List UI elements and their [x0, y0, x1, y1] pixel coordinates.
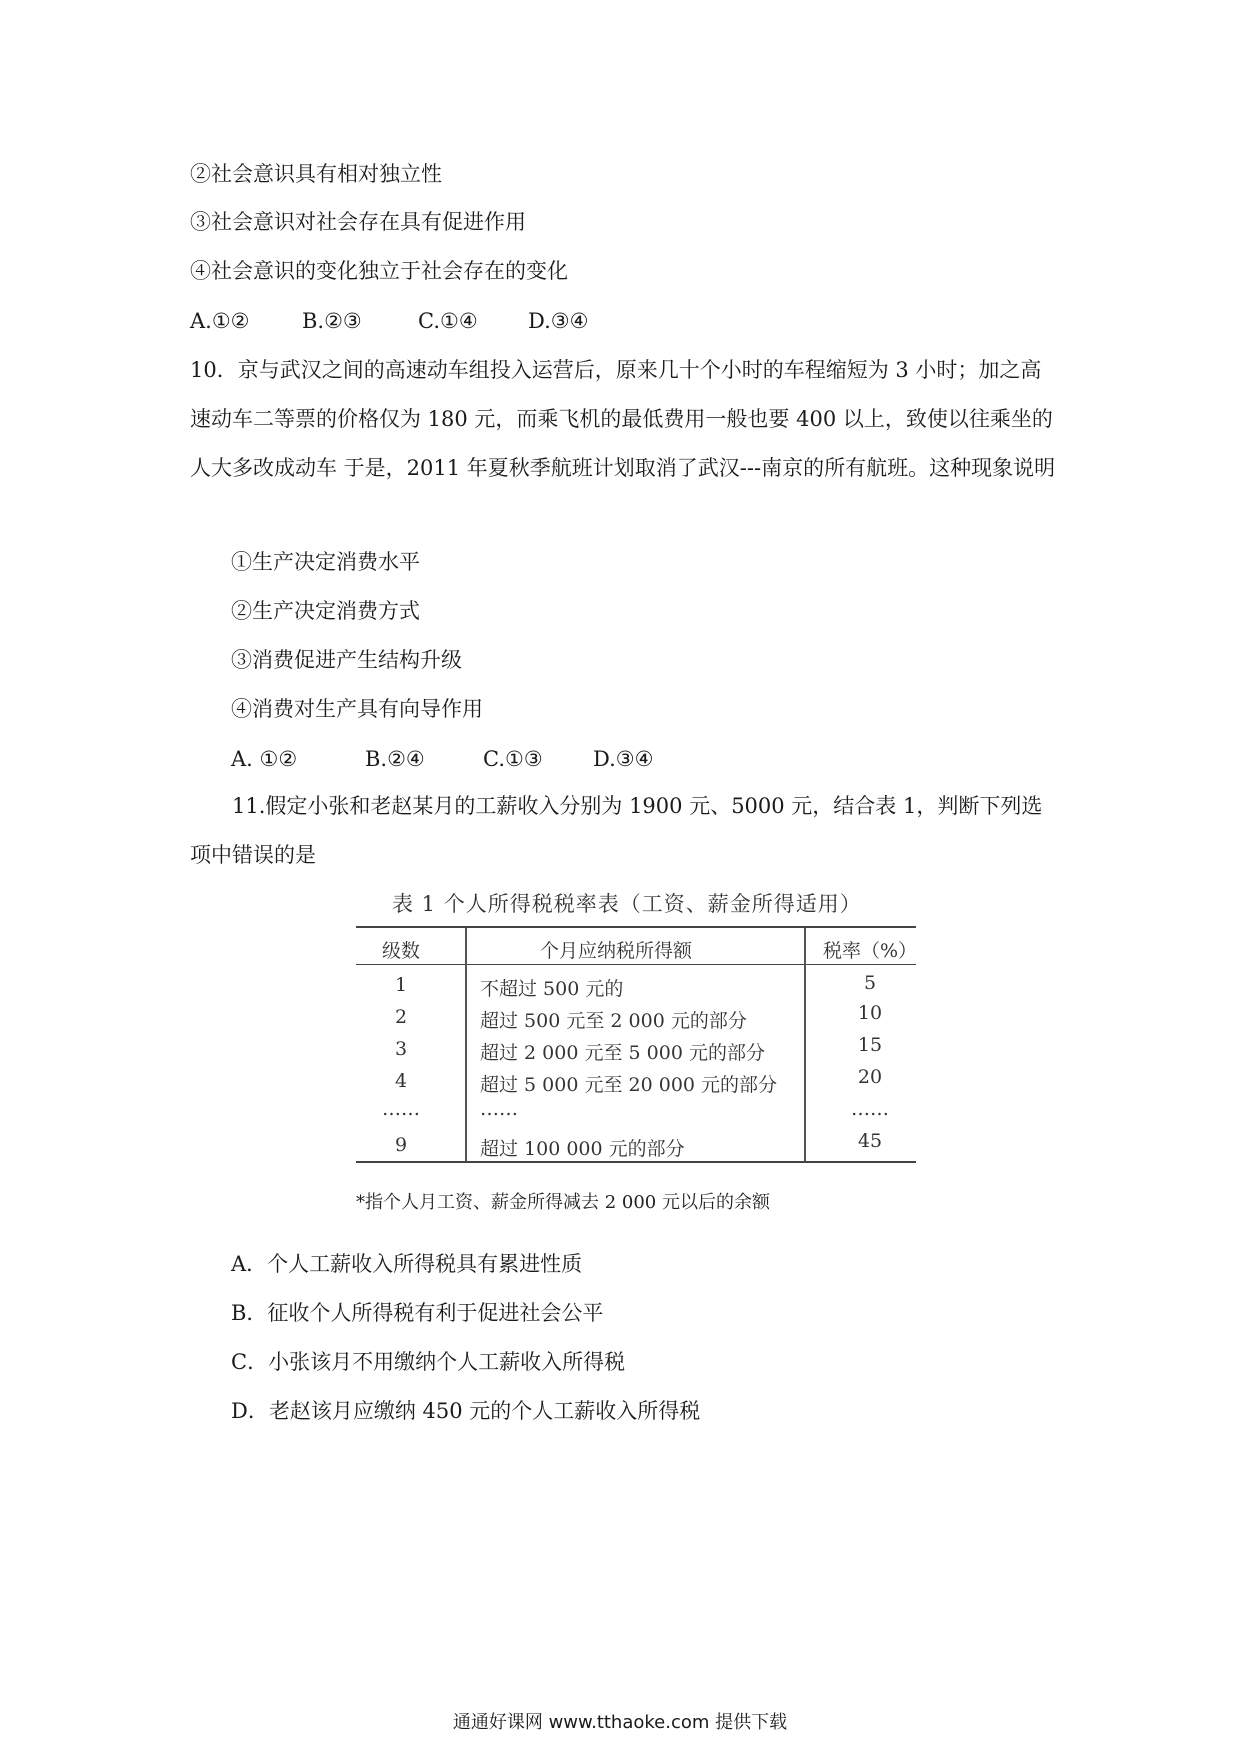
- table-cell: 9: [394, 1134, 408, 1156]
- q9-choice-b: B.②③: [302, 309, 362, 333]
- q11-stem: 11.假定小张和老赵某月的工薪收入分别为 1900 元、5000 元，结合表 1，判断下列选项中错误的是: [190, 794, 1043, 867]
- table-bottom-rule: [356, 1161, 916, 1163]
- q10-choice-a: A. ①②: [231, 747, 298, 771]
- table-cell: ……: [382, 1098, 420, 1120]
- q9-choice-c: C.①④: [418, 309, 478, 333]
- table-cell: 20: [857, 1066, 883, 1088]
- q10-option-2: ②生产决定消费方式: [231, 599, 420, 623]
- q10-option-4: ④消费对生产具有向导作用: [231, 697, 483, 721]
- table-cell: 超过 100 000 元的部分: [480, 1138, 685, 1160]
- q10-choices: [231, 747, 653, 771]
- q11-option-d: D．老赵该月应缴纳 450 元的个人工薪收入所得税: [231, 1399, 701, 1423]
- table-cell: 超过 5 000 元至 20 000 元的部分: [480, 1074, 778, 1096]
- q11-option-c: C．小张该月不用缴纳个人工薪收入所得税: [231, 1350, 626, 1374]
- table-header-level: 级数: [381, 940, 420, 962]
- table-top-rule: [356, 926, 916, 928]
- q11-option-b: B．征收个人所得税有利于促进社会公平: [231, 1301, 604, 1325]
- q10-stem: 10．京与武汉之间的高速动车组投入运营后，原来几十个小时的车程缩短为 3 小时；加之高速动车二等票的价格仅为 180 元，而乘飞机的最低费用一般也要 400 以上，致使以往乘坐的人大多改成动车 于是，2011 年夏秋季航班计划取消了武汉---南京的所有航班。这种现象说明: [190, 358, 1056, 480]
- q10-option-3: ③消费促进产生结构升级: [231, 648, 462, 672]
- table-header-rule: [356, 964, 916, 965]
- table-cell: 45: [857, 1130, 883, 1152]
- table-cell: 10: [857, 1002, 883, 1024]
- table-cell: 5: [863, 972, 877, 994]
- table-cell: 超过 2 000 元至 5 000 元的部分: [480, 1042, 765, 1064]
- table-cell: ……: [851, 1098, 889, 1120]
- q11-option-a: A．个人工薪收入所得税具有累进性质: [231, 1252, 583, 1276]
- q9-option-4: ④社会意识的变化独立于社会存在的变化: [190, 259, 568, 283]
- table-header-rate: 税率（%）: [822, 940, 918, 962]
- table-divider-left: [465, 928, 467, 1161]
- q10-option-1: ①生产决定消费水平: [231, 550, 420, 574]
- q9-choices: [190, 309, 588, 333]
- table-cell: 4: [394, 1070, 408, 1092]
- q10-choice-d: D.③④: [593, 747, 654, 771]
- q9-choice-a: A.①②: [190, 309, 250, 333]
- table-cell: 3: [394, 1038, 408, 1060]
- table-cell: 超过 500 元至 2 000 元的部分: [480, 1010, 747, 1032]
- table-cell: 1: [394, 974, 408, 996]
- q10-choice-c: C.①③: [483, 747, 543, 771]
- q10-choice-b: B.②④: [365, 747, 425, 771]
- table-cell: 2: [394, 1006, 408, 1028]
- table-header-income: 个月应纳税所得额: [540, 940, 693, 962]
- q9-choice-d: D.③④: [528, 309, 589, 333]
- table-cell: 15: [857, 1034, 883, 1056]
- table-cell: ……: [480, 1098, 518, 1120]
- table-cell: 不超过 500 元的: [480, 978, 624, 1000]
- table-footnote: *指个人月工资、薪金所得减去 2 000 元以后的余额: [356, 1192, 770, 1213]
- tax-rate-table: [350, 888, 920, 1218]
- page-footer: 通通好课网 www.tthaoke.com 提供下载: [452, 1712, 788, 1733]
- q9-option-2: ②社会意识具有相对独立性: [190, 162, 442, 186]
- q9-option-3: ③社会意识对社会存在具有促进作用: [190, 210, 526, 234]
- table-title: 表 1 个人所得税税率表（工资、薪金所得适用）: [392, 892, 862, 916]
